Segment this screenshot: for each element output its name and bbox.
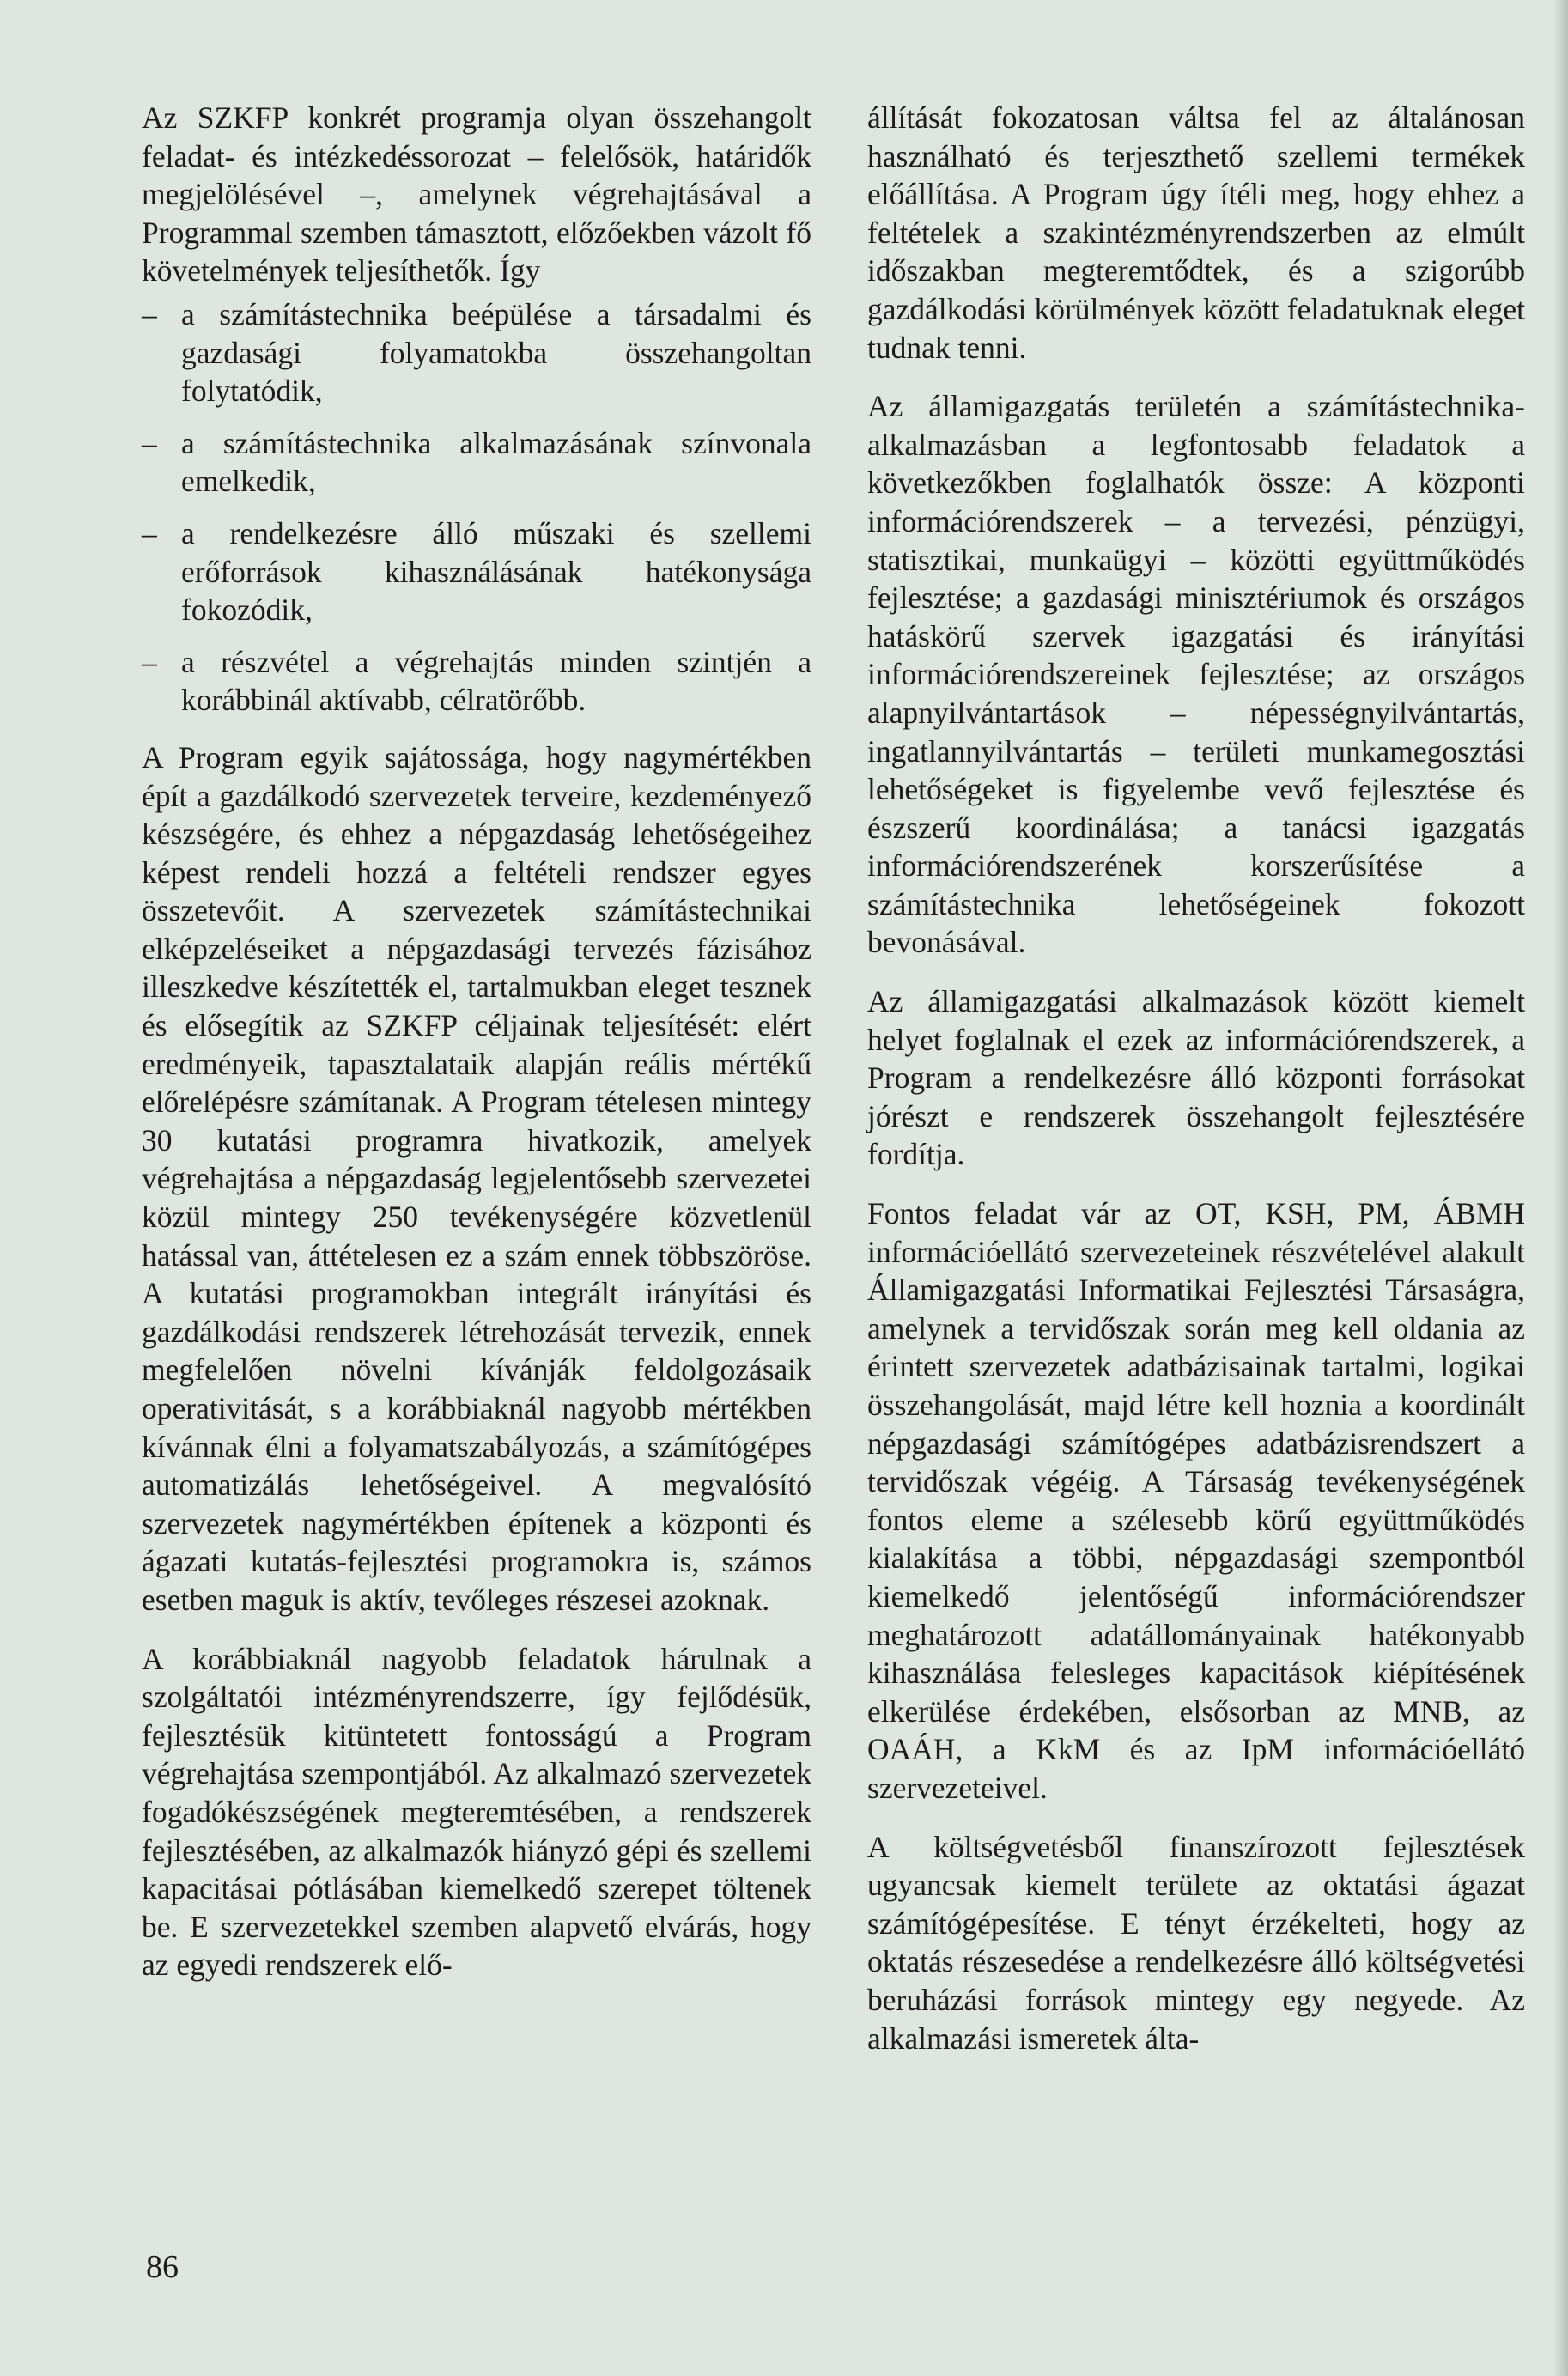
page-edge-shadow bbox=[1553, 0, 1568, 2376]
page-number: 86 bbox=[146, 2249, 179, 2285]
list-item-text: a rendelkezésre álló műszaki és szellemi erőforrások kihasználásának hatékonysága fokozódik, bbox=[181, 515, 811, 628]
list-item-text: a részvétel a végrehajtás minden szintjén a korábbinál aktívabb, célratörőbb. bbox=[181, 644, 811, 718]
list-item bbox=[142, 295, 811, 410]
dash-bullet: – bbox=[142, 515, 157, 550]
left-column bbox=[142, 99, 811, 2005]
right-column bbox=[867, 99, 1525, 2078]
paragraph: állítását fokozatosan váltsa fel az általánosan használható és terjeszthető szellemi termékek előállítása. A Program úgy ítéli meg, hogy ehhez a feltételek a szakintézményrendszerben az elmúlt időszakban megteremtődtek, és a szigorúbb gazdálkodási körülmények között feladatuknak eleget tudnak tenni. bbox=[867, 100, 1525, 365]
paragraph: A korábbiaknál nagyobb feladatok hárulnak a szolgáltatói intézményrendszerre, így fejlődésük, fejlesztésük kitüntetett fontosságú a Program végrehajtása szempontjából. Az alkalmazó szervezetek fogadókészségének megteremtésében, a rendszerek fejlesztésében, az alkalmazók hiányzó gépi és szellemi kapacitásai pótlásában kiemelkedő szerepet töltenek be. E szervezetekkel szemben alapvető elvárás, hogy az egyedi rendszerek elő- bbox=[142, 1641, 811, 1983]
list-item bbox=[142, 643, 811, 720]
paragraph: Az államigazgatási alkalmazások között kiemelt helyet foglalnak el ezek az információrendszerek, a Program a rendelkezésre álló központi forrásokat jórészt e rendszerek összehangolt fejlesztésére fordítja. bbox=[867, 984, 1525, 1172]
list-item-text: a számítástechnika beépülése a társadalmi és gazdasági folyamatokba összehangoltan folytatódik, bbox=[181, 296, 811, 409]
dash-bullet: – bbox=[142, 644, 157, 679]
dash-list bbox=[142, 295, 811, 720]
paragraph: Az SZKFP konkrét programja olyan összehangolt feladat- és intézkedéssorozat – felelősök, határidők megjelölésével –, amelynek végrehajtásával a Programmal szemben támasztott, előzőekben vázolt fő követelmények teljesíthetők. Így bbox=[142, 100, 811, 289]
list-item bbox=[142, 514, 811, 629]
paragraph: Az államigazgatás területén a számítástechnika-alkalmazásban a legfontosabb feladatok a következőkben foglalhatók össze: A központi információrendszerek – a tervezési, pénzügyi, statisztikai, munkaügyi – közötti együttműködés fejlesztése; a gazdasági minisztériumok és országos hatáskörű szervek igazgatási és irányítási információrendszereinek fejlesztése; az országos alapnyilvántartások – népességnyilvántartás, ingatlannyilvántartás – területi munkamegosztási lehetőségeket is figyelembe vevő fejlesztése és észszerű koordinálása; a tanácsi igazgatás információrendszerének korszerűsítése a számítástechnika lehetőségeinek fokozott bevonásával. bbox=[867, 389, 1525, 960]
paragraph: A költségvetésből finanszírozott fejlesztések ugyancsak kiemelt területe az oktatási ágazat számítógépesítése. E tényt érzékelteti, hogy az oktatás részesedése a rendelkezésre álló költségvetési beruházási források mintegy egy negyede. Az alkalmazási ismeretek álta- bbox=[867, 1829, 1525, 2056]
list-item-text: a számítástechnika alkalmazásának színvonala emelkedik, bbox=[181, 425, 811, 499]
dash-bullet: – bbox=[142, 425, 157, 460]
dash-bullet: – bbox=[142, 296, 157, 331]
paragraph: A Program egyik sajátossága, hogy nagymértékben épít a gazdálkodó szervezetek terveire, kezdeményező készségére, és ehhez a népgazdaság lehetőségeihez képest rendeli hozzá a feltételi rendszer egyes összetevőit. A szervezetek számítástechnikai elképzeléseiket a népgazdasági tervezés fázisához illeszkedve készítették el, tartalmukban eleget tesznek és elősegítik az SZKFP céljainak teljesítését: elért eredményeik, tapasztalataik alapján reális mértékű előrelépésre számítanak. A Program tételesen mintegy 30 kutatási programra hivatkozik, amelyek végrehajtása a népgazdaság legjelentősebb szervezetei közül mintegy 250 tevékenységére közvetlenül hatással van, áttételesen ez a szám ennek többszöröse. A kutatási programokban integrált irányítási és gazdálkodási rendszerek létrehozását tervezik, ennek megfelelően növelni kívánják feldolgozásaik operativitását, s a korábbiaknál nagyobb mértékben kívánnak élni a folyamatszabályozás, a számítógépes automatizálás lehetőségeivel. A megvalósító szervezetek nagymértékben építenek a központi és ágazati kutatás-fejlesztési programokra is, számos esetben maguk is aktív, tevőleges részesei azoknak. bbox=[142, 739, 811, 1617]
list-item bbox=[142, 424, 811, 501]
paragraph: Fontos feladat vár az OT, KSH, PM, ÁBMH információellátó szervezeteinek részvételével alakult Államigazgatási Informatikai Fejlesztési Társaságra, amelynek a tervidőszak során meg kell oldania az érintett szervezetek adatbázisainak tartalmi, logikai összehangolását, majd létre kell hoznia a koordinált népgazdasági számítógépes adatbázisrendszert a tervidőszak végéig. A Társaság tevékenységének fontos eleme a szélesebb körű együttműködés kialakítása a többi, népgazdasági szempontból kiemelkedő jelentőségű információrendszer meghatározott adatállományainak hatékonyabb kihasználása felesleges kapacitások kiépítésének elkerülése érdekében, elsősorban az MNB, az OAÁH, a KkM és az IpM információellátó szervezeteivel. bbox=[867, 1196, 1525, 1805]
